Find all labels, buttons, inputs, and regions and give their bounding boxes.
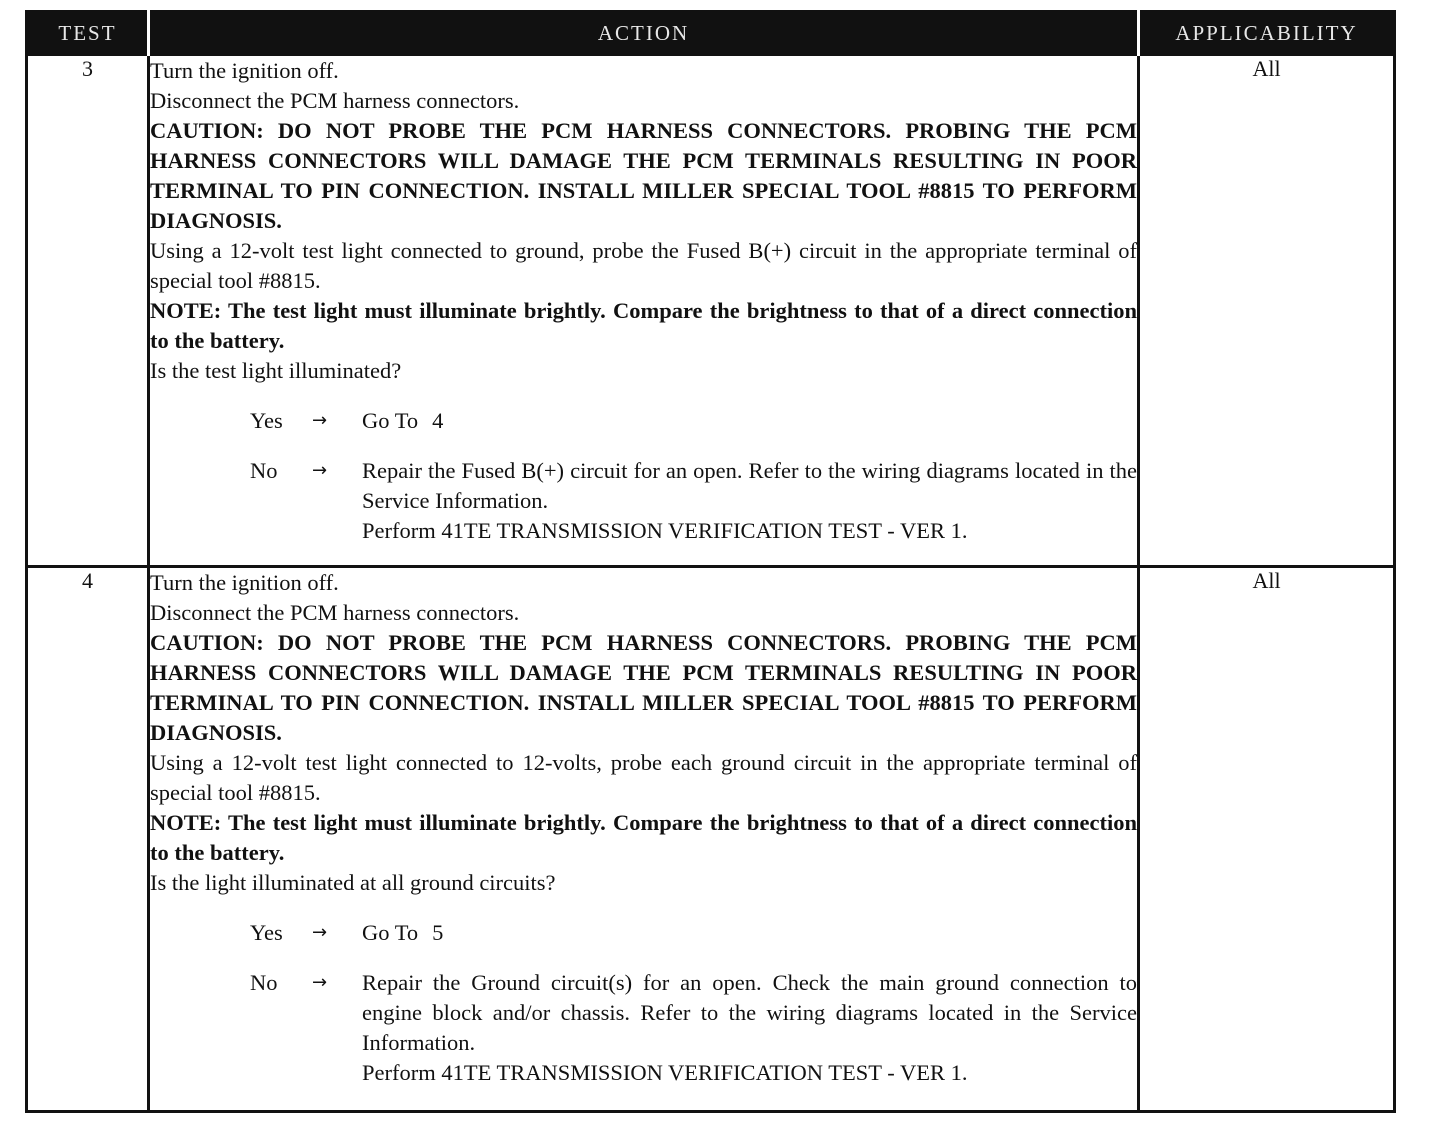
right-arrow-icon: → [312,410,328,431]
goto-text: Go To [362,408,419,433]
instruction-text: Using a 12-volt test light connected to 12-volts, probe each ground circuit in the appropriate terminal of special tool #8815. [150,750,1137,805]
action-line: Turn the ignition off. [150,58,339,83]
caution-text: CAUTION: DO NOT PROBE THE PCM HARNESS CONNECTORS. PROBING THE PCM HARNESS CONNECTORS WILL DAMAGE THE PCM TERMINALS RESULTING IN POOR TERMINAL TO PIN CONNECTION. INSTALL MILLER SPECIAL TOOL #8815 TO PERFORM DIAGNOSIS. [150,630,1137,745]
no-action [362,456,1137,546]
perform-verification-link[interactable]: Perform 41TE TRANSMISSION VERIFICATION TEST - VER 1. [362,1060,968,1085]
action-line: Disconnect the PCM harness connectors. [150,88,520,113]
outcome-block [150,918,1137,1088]
action-cell [149,567,1139,1112]
outcome-no [250,456,1137,546]
outcome-yes [250,406,1137,436]
test-number: 4 [27,567,149,1112]
goto-step-link[interactable]: 4 [432,408,444,433]
diagnostic-test-table [25,10,1396,1113]
no-action [362,968,1137,1088]
question-text: Is the test light illuminated? [150,358,402,383]
header-action: ACTION [149,12,1139,55]
action-line: Turn the ignition off. [150,570,339,595]
caution-text: CAUTION: DO NOT PROBE THE PCM HARNESS CONNECTORS. PROBING THE PCM HARNESS CONNECTORS WILL DAMAGE THE PCM TERMINALS RESULTING IN POOR TERMINAL TO PIN CONNECTION. INSTALL MILLER SPECIAL TOOL #8815 TO PERFORM DIAGNOSIS. [150,118,1137,233]
test-number: 3 [27,55,149,567]
action-line: Disconnect the PCM harness connectors. [150,600,520,625]
yes-action [362,918,1137,948]
yes-label: Yes [250,920,283,945]
no-label: No [250,458,278,483]
no-repair-text: Repair the Fused B(+) circuit for an open. Refer to the wiring diagrams located in the Service Information. [362,458,1137,513]
question-text: Is the light illuminated at all ground circuits? [150,870,556,895]
outcome-no [250,968,1137,1088]
table-header [27,12,1395,55]
outcome-block [150,406,1137,546]
no-repair-text: Repair the Ground circuit(s) for an open. Check the main ground connection to engine block and/or chassis. Refer to the wiring diagrams located in the Service Information. [362,970,1137,1055]
header-test: TEST [27,12,149,55]
action-cell [149,55,1139,567]
no-label: No [250,970,278,995]
goto-text: Go To [362,920,419,945]
yes-label: Yes [250,408,283,433]
right-arrow-icon: → [312,460,328,481]
right-arrow-icon: → [312,922,328,943]
yes-action [362,406,1137,436]
note-text: NOTE: The test light must illuminate brightly. Compare the brightness to that of a direct connection to the battery. [150,810,1137,865]
goto-step-link[interactable]: 5 [432,920,444,945]
outcome-yes [250,918,1137,948]
table-row [27,55,1395,567]
perform-verification-link[interactable]: Perform 41TE TRANSMISSION VERIFICATION TEST - VER 1. [362,518,968,543]
applicability-value: All [1139,567,1395,1112]
instruction-text: Using a 12-volt test light connected to ground, probe the Fused B(+) circuit in the appropriate terminal of special tool #8815. [150,238,1137,293]
table-row [27,567,1395,1112]
header-applicability: APPLICABILITY [1139,12,1395,55]
note-text: NOTE: The test light must illuminate brightly. Compare the brightness to that of a direct connection to the battery. [150,298,1137,353]
applicability-value: All [1139,55,1395,567]
right-arrow-icon: → [312,972,328,993]
